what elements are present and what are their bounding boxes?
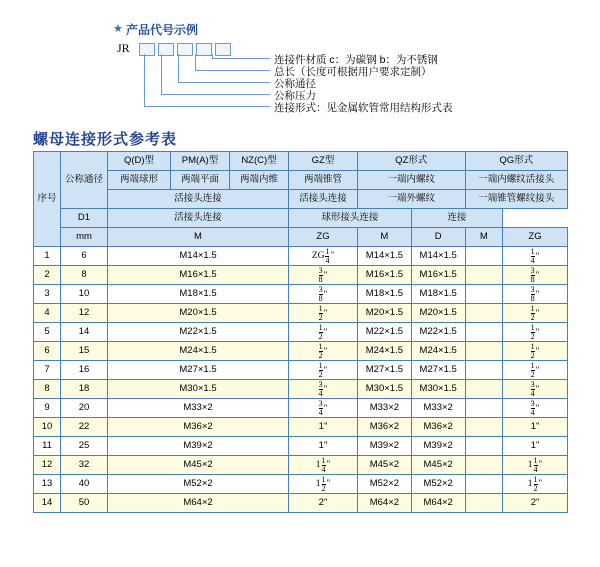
cell-m-left: M39×2 [108,437,289,456]
cell-qg-m [465,342,502,361]
header-connect-gz: 活接头连接 [289,190,358,209]
legend-nominal-pressure: 公称压力 [274,90,316,102]
code-box [177,43,193,56]
cell-m-left: M22×1.5 [108,323,289,342]
cell-qz-d: M18×1.5 [411,285,465,304]
table-row [34,380,568,399]
cell-qz-m: M45×2 [358,456,412,475]
table-row [34,456,568,475]
cell-qz-d: M39×2 [411,437,465,456]
cell-m-left: M36×2 [108,418,289,437]
header-shape-q: 两端球形 [108,171,171,190]
cell-qg-m [465,380,502,399]
header-shape-pm: 两端平面 [171,171,230,190]
cell-qg-zg: 1" [503,418,568,437]
table-row [34,266,568,285]
cell-m-left: M14×1.5 [108,247,289,266]
table-row [34,437,568,456]
header-unit-zg-qg: ZG [503,228,568,247]
header-shape-gz: 两端锥管 [289,171,358,190]
cell-nominal-diameter: 15 [61,342,108,361]
cell-qg-m [465,247,502,266]
cell-qg-zg: 1 $\frac{1}{2}$ " [503,475,568,494]
cell-index: 7 [34,361,61,380]
header-connect-span-2: 球形接头连接 [289,209,412,228]
table-body [34,247,568,513]
leader-line [195,70,270,71]
cell-gz: $\frac{1}{2}$ " [289,323,358,342]
cell-qg-zg: $\frac{3}{8}$ " [503,285,568,304]
cell-qz-d: M20×1.5 [411,304,465,323]
cell-index: 6 [34,342,61,361]
cell-gz: $\frac{3}{4}$ " [289,399,358,418]
cell-qg-zg: $\frac{1}{2}$ " [503,342,568,361]
leader-line [161,94,270,95]
cell-index: 3 [34,285,61,304]
cell-index: 9 [34,399,61,418]
cell-qz-d: M36×2 [411,418,465,437]
header-unit-mm: mm [61,228,108,247]
cell-qg-zg: $\frac{1}{4}$ " [503,247,568,266]
cell-index: 2 [34,266,61,285]
cell-qz-d: M52×2 [411,475,465,494]
cell-qg-m [465,418,502,437]
cell-nominal-diameter: 8 [61,266,108,285]
cell-qz-m: M18×1.5 [358,285,412,304]
cell-qg-zg: $\frac{1}{2}$ " [503,361,568,380]
header-connect-left: 活接头连接 [108,190,289,209]
header-group-q: Q(D)型 [108,152,171,171]
cell-qz-m: M64×2 [358,494,412,513]
cell-qg-m [465,361,502,380]
cell-qg-m [465,475,502,494]
cell-m-left: M64×2 [108,494,289,513]
table-row [34,342,568,361]
table-row [34,247,568,266]
cell-index: 14 [34,494,61,513]
cell-gz: $\frac{1}{2}$ " [289,342,358,361]
cell-qz-d: M16×1.5 [411,266,465,285]
cell-qz-m: M27×1.5 [358,361,412,380]
header-unit-d-qz: D [411,228,465,247]
code-box [215,43,231,56]
star-icon: ★ [113,23,123,35]
cell-qz-m: M16×1.5 [358,266,412,285]
cell-gz: ZG $\frac{1}{4}$ " [289,247,358,266]
code-box [196,43,212,56]
cell-qz-m: M22×1.5 [358,323,412,342]
cell-qz-m: M39×2 [358,437,412,456]
cell-qg-zg: $\frac{3}{4}$ " [503,399,568,418]
header-nominal-diameter-label: 公称通径 [64,173,103,185]
header-connect-qz: 一端外螺纹 [358,190,466,209]
cell-qz-d: M33×2 [411,399,465,418]
header-group-qg: QG形式 [465,152,567,171]
table-header-row-connect [34,190,568,209]
cell-gz: $\frac{3}{8}$ " [289,285,358,304]
header-unit-m-left: M [108,228,289,247]
cell-nominal-diameter: 18 [61,380,108,399]
cell-m-left: M20×1.5 [108,304,289,323]
cell-qg-m [465,266,502,285]
code-boxes [139,43,234,59]
cell-m-left: M24×1.5 [108,342,289,361]
cell-qg-zg: 2" [503,494,568,513]
header-connect-qg: 一端锥管螺纹接头 [465,190,567,209]
cell-nominal-diameter: 32 [61,456,108,475]
cell-gz: 1" [289,437,358,456]
cell-qz-m: M20×1.5 [358,304,412,323]
cell-qg-m [465,285,502,304]
header-d1: D1 [61,209,108,228]
cell-qz-d: M45×2 [411,456,465,475]
cell-qg-m [465,456,502,475]
cell-qg-m [465,494,502,513]
table-row [34,418,568,437]
code-box [139,43,155,56]
cell-nominal-diameter: 10 [61,285,108,304]
cell-index: 5 [34,323,61,342]
cell-index: 12 [34,456,61,475]
cell-gz: 1 $\frac{1}{4}$ " [289,456,358,475]
cell-gz: 1" [289,418,358,437]
table-header [34,152,568,247]
cell-qg-zg: 1 $\frac{1}{4}$ " [503,456,568,475]
cell-m-left: M52×2 [108,475,289,494]
header-nominal-diameter [61,152,108,209]
cell-qg-zg: $\frac{1}{2}$ " [503,323,568,342]
table-header-row-units [34,228,568,247]
product-code-example [0,0,600,126]
cell-index: 10 [34,418,61,437]
header-unit-m-qz: M [358,228,412,247]
cell-index: 11 [34,437,61,456]
table-row [34,285,568,304]
cell-qz-m: M14×1.5 [358,247,412,266]
nut-connection-reference-table [33,151,568,513]
header-unit-zg-gz: ZG [289,228,358,247]
cell-nominal-diameter: 22 [61,418,108,437]
legend-nominal-diameter: 公称通径 [274,78,316,90]
cell-gz: $\frac{3}{8}$ " [289,266,358,285]
table-row [34,304,568,323]
header-index-label: 序号 [37,192,57,204]
cell-nominal-diameter: 14 [61,323,108,342]
cell-gz: $\frac{3}{4}$ " [289,380,358,399]
leader-line [178,54,179,82]
table-row [34,323,568,342]
cell-qz-m: M36×2 [358,418,412,437]
leader-line [161,54,162,94]
leader-line [144,54,145,106]
leader-line [195,54,196,70]
cell-qg-m [465,304,502,323]
leader-line [144,106,270,107]
cell-qz-m: M24×1.5 [358,342,412,361]
cell-qz-m: M52×2 [358,475,412,494]
cell-gz: 1 $\frac{1}{2}$ " [289,475,358,494]
cell-qz-d: M24×1.5 [411,342,465,361]
cell-qz-d: M22×1.5 [411,323,465,342]
cell-qz-m: M33×2 [358,399,412,418]
cell-qz-d: M14×1.5 [411,247,465,266]
header-group-qz: QZ形式 [358,152,466,171]
header-connect-span-1: 活接头连接 [108,209,289,228]
table-header-row-d1 [34,209,568,228]
cell-nominal-diameter: 50 [61,494,108,513]
legend-total-length: 总长（长度可根据用户要求定制） [274,66,432,78]
header-shape-qz: 一端内螺纹 [358,171,466,190]
cell-nominal-diameter: 40 [61,475,108,494]
cell-m-left: M45×2 [108,456,289,475]
cell-m-left: M16×1.5 [108,266,289,285]
header-index [34,152,61,247]
header-shape-qg: 一端内螺纹活接头 [465,171,567,190]
section-title: 螺母连接形式参考表 [33,132,178,148]
cell-qg-zg: $\frac{3}{4}$ " [503,380,568,399]
cell-qz-d: M30×1.5 [411,380,465,399]
cell-nominal-diameter: 25 [61,437,108,456]
code-prefix: JR [117,41,130,55]
table-row [34,475,568,494]
cell-qz-d: M64×2 [411,494,465,513]
cell-gz: 2" [289,494,358,513]
cell-gz: $\frac{1}{2}$ " [289,361,358,380]
cell-qg-m [465,323,502,342]
header-connect-span-3: 连接 [411,209,502,228]
cell-index: 8 [34,380,61,399]
cell-nominal-diameter: 20 [61,399,108,418]
header-shape-nz: 两端内维 [230,171,289,190]
cell-qg-zg: $\frac{3}{8}$ " [503,266,568,285]
legend-connection-type: 连接形式：见金属软管常用结构形式表 [274,102,453,114]
table-header-row-groups [34,152,568,171]
cell-qg-zg: $\frac{1}{2}$ " [503,304,568,323]
header-unit-m-qg: M [465,228,502,247]
cell-nominal-diameter: 6 [61,247,108,266]
cell-index: 13 [34,475,61,494]
cell-qz-m: M30×1.5 [358,380,412,399]
cell-qg-zg: 1" [503,437,568,456]
cell-qg-m [465,399,502,418]
cell-m-left: M18×1.5 [108,285,289,304]
cell-gz: $\frac{1}{2}$ " [289,304,358,323]
header-group-gz: GZ型 [289,152,358,171]
cell-qg-m [465,437,502,456]
cell-qz-d: M27×1.5 [411,361,465,380]
legend-material: 连接件材质 c：为碳钢 b：为不锈钢 [274,54,438,66]
cell-m-left: M33×2 [108,399,289,418]
cell-m-left: M27×1.5 [108,361,289,380]
cell-index: 1 [34,247,61,266]
leader-line [178,82,270,83]
table-row [34,494,568,513]
table-header-row-shape [34,171,568,190]
table-row [34,399,568,418]
cell-nominal-diameter: 16 [61,361,108,380]
header-group-pm: PM(A)型 [171,152,230,171]
cell-m-left: M30×1.5 [108,380,289,399]
cell-index: 4 [34,304,61,323]
leader-line [212,58,270,59]
code-example-title: 产品代号示例 [126,23,199,37]
cell-nominal-diameter: 12 [61,304,108,323]
table-row [34,361,568,380]
header-group-nz: NZ(C)型 [230,152,289,171]
